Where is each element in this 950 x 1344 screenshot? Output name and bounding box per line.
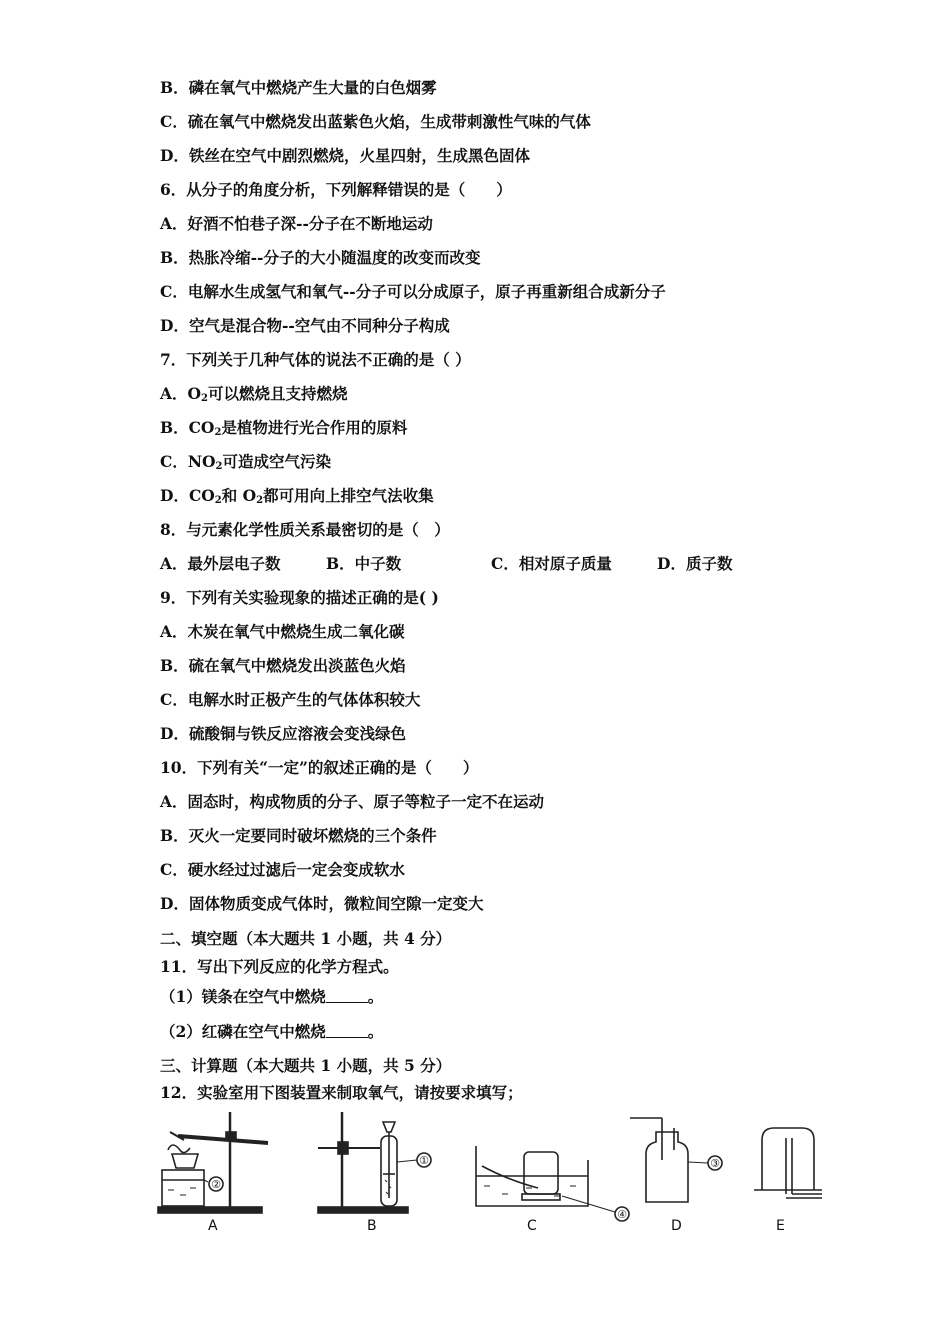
q9-option-c: C．电解水时正极产生的气体体积较大 [160, 690, 421, 709]
figure-label-e: E [776, 1218, 785, 1234]
q7-stem: 7．下列关于几种气体的说法不正确的是（ ） [160, 350, 471, 369]
q7-option-d: D．$CO_2$和 $O_2$都可用向上排空气法收集 [160, 486, 434, 506]
q9-option-a: A．木炭在氧气中燃烧生成二氧化碳 [160, 622, 405, 641]
svg-text:③: ③ [710, 1157, 720, 1170]
q8-option-d: D．质子数 [657, 554, 733, 573]
q10-option-b: B．灭火一定要同时破坏燃烧的三个条件 [160, 826, 437, 845]
figure-label-a: A [208, 1218, 218, 1234]
q9-option-b: B．硫在氧气中燃烧发出淡蓝色火焰 [160, 656, 406, 675]
apparatus-c [476, 1146, 629, 1221]
section-2-heading: 二、填空题（本大题共 1 小题，共 4 分） [160, 929, 452, 948]
q7-option-b: B．$CO_2$是植物进行光合作用的原料 [160, 418, 408, 438]
q8-option-a: A．最外层电子数 [160, 554, 281, 573]
q6-option-d: D．空气是混合物--空气由不同种分子构成 [160, 316, 450, 335]
q6-stem: 6．从分子的角度分析，下列解释错误的是（ ） [160, 180, 512, 199]
q5-option-c: C．硫在氧气中燃烧发出蓝紫色火焰，生成带刺激性气味的气体 [160, 112, 591, 131]
circled-marker-labels [211, 1154, 720, 1221]
q9-stem: 9．下列有关实验现象的描述正确的是( ) [160, 588, 439, 607]
section-3-heading: 三、计算题（本大题共 1 小题，共 5 分） [160, 1056, 452, 1075]
q6-option-b: B．热胀冷缩--分子的大小随温度的改变而改变 [160, 248, 481, 267]
apparatus-figure [150, 1110, 840, 1240]
q12-stem: 12．实验室用下图装置来制取氧气，请按要求填写； [160, 1083, 523, 1102]
apparatus-d [630, 1118, 722, 1202]
q8-option-b: B．中子数 [326, 554, 402, 573]
q7-option-a: A．$O_2$可以燃烧且支持燃烧 [160, 384, 348, 404]
svg-text:④: ④ [617, 1208, 627, 1221]
q11-stem: 11．写出下列反应的化学方程式。 [160, 957, 399, 976]
figure-label-b: B [367, 1218, 377, 1234]
answer-blank[interactable] [326, 1023, 368, 1038]
q8-option-c: C．相对原子质量 [491, 554, 612, 573]
q8-options [160, 554, 860, 574]
apparatus-e [754, 1128, 822, 1198]
answer-blank[interactable] [326, 988, 368, 1003]
q10-stem: 10．下列有关“一定”的叙述正确的是（ ） [160, 758, 479, 777]
q6-option-a: A．好酒不怕巷子深--分子在不断地运动 [160, 214, 433, 233]
q10-option-d: D．固体物质变成气体时，微粒间空隙一定变大 [160, 894, 484, 913]
q8-stem: 8．与元素化学性质关系最密切的是（ ） [160, 520, 450, 539]
q6-option-c: C．电解水生成氢气和氧气--分子可以分成原子，原子再重新组合成新分子 [160, 282, 666, 301]
q10-option-c: C．硬水经过过滤后一定会变成软水 [160, 860, 405, 879]
apparatus-b [318, 1112, 431, 1213]
q9-option-d: D．硫酸铜与铁反应溶液会变浅绿色 [160, 724, 406, 743]
q5-option-b: B．磷在氧气中燃烧产生大量的白色烟雾 [160, 78, 437, 97]
figure-label-c: C [527, 1218, 537, 1234]
svg-text:②: ② [211, 1178, 221, 1191]
q10-option-a: A．固态时，构成物质的分子、原子等粒子一定不在运动 [160, 792, 545, 811]
q11-part-1: （1）镁条在空气中燃烧 。 [160, 987, 384, 1006]
figure-label-d: D [671, 1218, 682, 1234]
q7-option-c: C．$NO_2$可造成空气污染 [160, 452, 331, 472]
apparatus-a [158, 1112, 268, 1213]
q5-option-d: D．铁丝在空气中剧烈燃烧，火星四射，生成黑色固体 [160, 146, 530, 165]
svg-text:①: ① [419, 1154, 429, 1167]
q11-part-2: （2）红磷在空气中燃烧 。 [160, 1022, 384, 1041]
